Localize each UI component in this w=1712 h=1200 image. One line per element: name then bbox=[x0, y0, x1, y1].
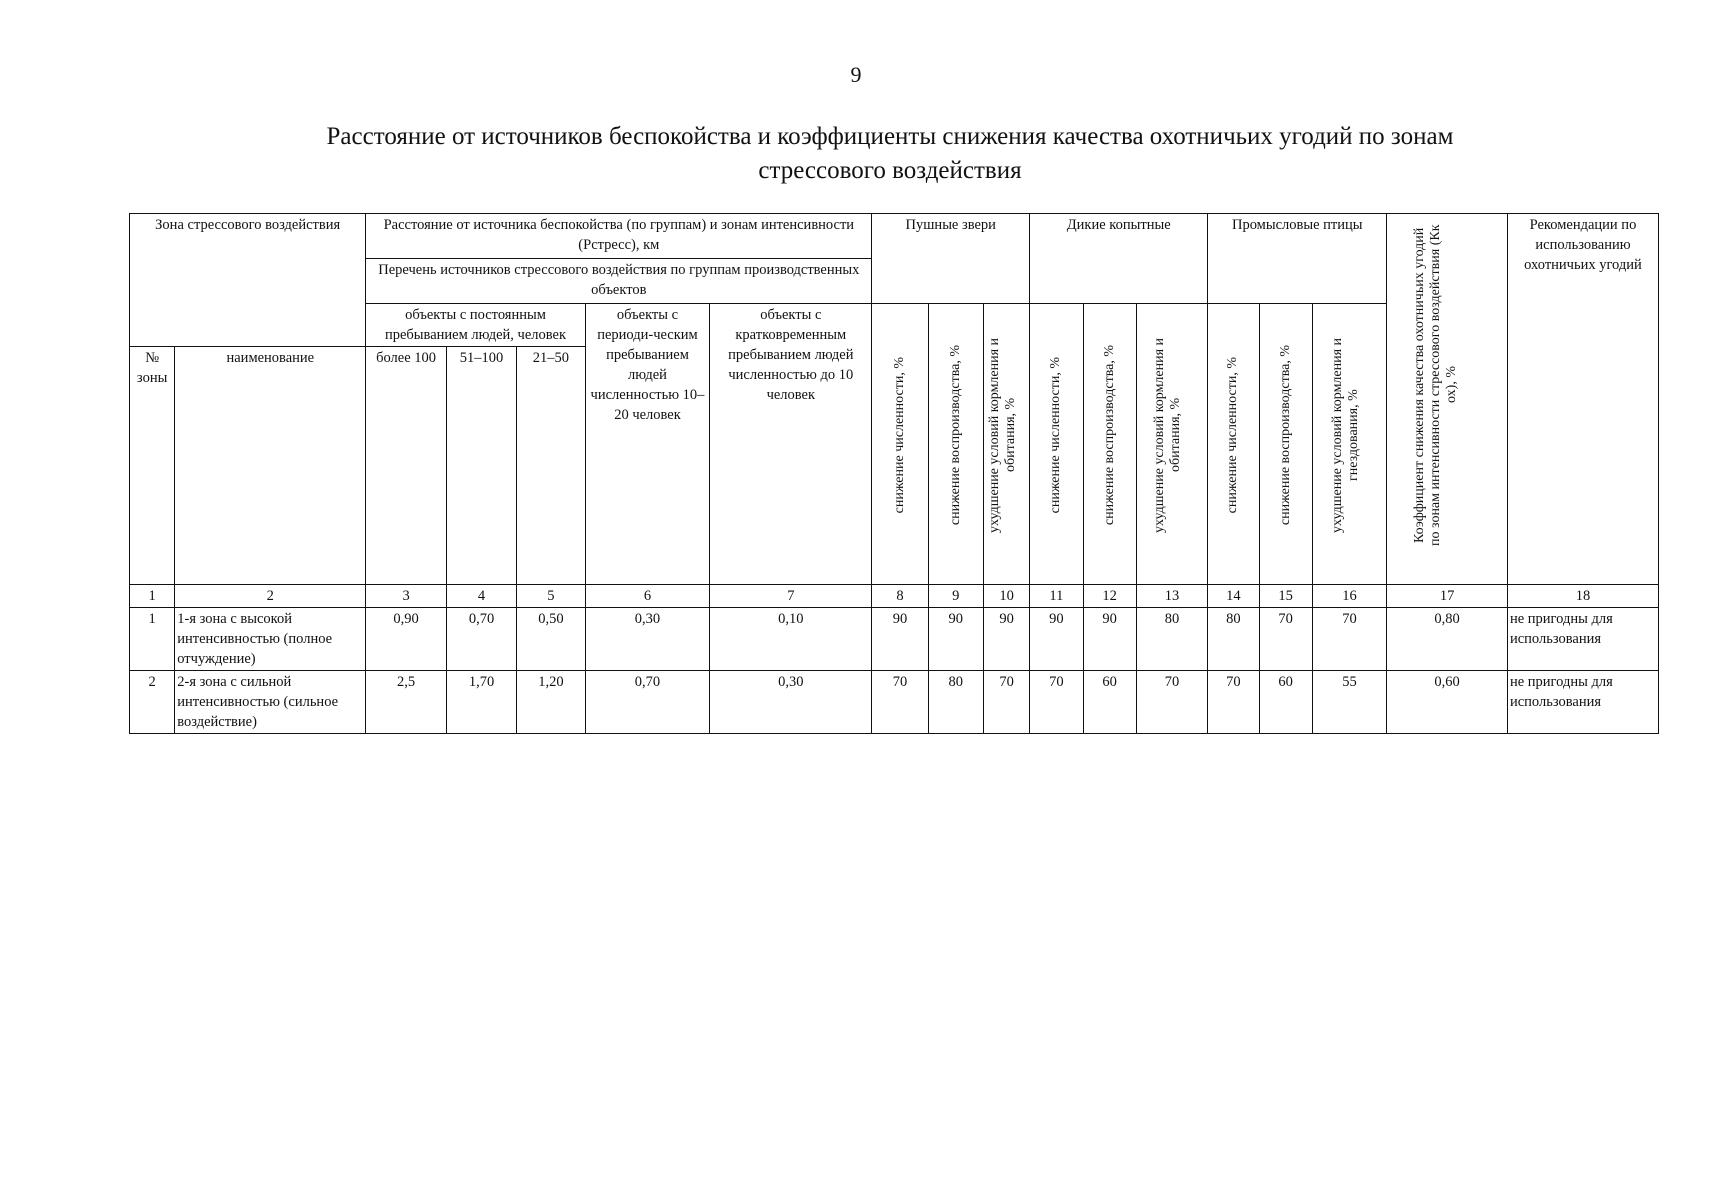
header-sources: Перечень источников стрессового воздействия по группам производственных объектов bbox=[366, 259, 872, 304]
cell-value: 1,70 bbox=[446, 671, 516, 734]
table-row bbox=[130, 671, 1659, 734]
header-ungulates: Дикие копытные bbox=[1030, 214, 1208, 304]
header-zone-name: наименование bbox=[175, 347, 366, 585]
header-coef: Коэффициент снижения качества охотничьих угодий по зонам интенсивности стрессового воздействия (Кк ох), % bbox=[1387, 214, 1508, 585]
cell-value: 0,30 bbox=[710, 671, 872, 734]
cell-value: 70 bbox=[1208, 671, 1259, 734]
header-fur-repro: снижение воспроизводства, % bbox=[928, 304, 983, 585]
header-birds: Промысловые птицы bbox=[1208, 214, 1387, 304]
page-number: 9 bbox=[850, 62, 862, 87]
col-number: 11 bbox=[1030, 585, 1083, 608]
header-birds-nest: ухудшение условий кормления и гнездования, % bbox=[1312, 304, 1386, 585]
header-row-1 bbox=[130, 214, 1659, 259]
col-number: 12 bbox=[1083, 585, 1136, 608]
header-ung-feed: ухудшение условий кормления и обитания, % bbox=[1136, 304, 1207, 585]
header-periodic: объекты с периоди-ческим пребыванием людей численностью 10–20 человек bbox=[585, 304, 710, 585]
col-number: 14 bbox=[1208, 585, 1259, 608]
col-number: 10 bbox=[983, 585, 1029, 608]
col-number: 4 bbox=[446, 585, 516, 608]
header-fur-num: снижение численности, % bbox=[872, 304, 928, 585]
cell-value: 80 bbox=[1136, 608, 1207, 671]
cell-value: 0,60 bbox=[1387, 671, 1508, 734]
header-ung-num: снижение численности, % bbox=[1030, 304, 1083, 585]
header-21-50: 21–50 bbox=[517, 347, 585, 585]
header-distance: Расстояние от источника беспокойства (по группам) и зонам интенсивности (Рстресс), км bbox=[366, 214, 872, 259]
cell-value: 1,20 bbox=[517, 671, 585, 734]
page-title bbox=[200, 120, 1580, 188]
col-number: 13 bbox=[1136, 585, 1207, 608]
recommendation: не пригодны для использования bbox=[1507, 608, 1658, 671]
col-number: 16 bbox=[1312, 585, 1386, 608]
cell-value: 0,80 bbox=[1387, 608, 1508, 671]
col-number: 5 bbox=[517, 585, 585, 608]
header-more100: более 100 bbox=[366, 347, 446, 585]
cell-value: 0,70 bbox=[446, 608, 516, 671]
cell-value: 0,10 bbox=[710, 608, 872, 671]
header-zone-group: Зона стрессового воздействия bbox=[130, 214, 366, 347]
header-fur-feed: ухудшение условий кормления и обитания, % bbox=[983, 304, 1029, 585]
header-birds-repro: снижение воспроизводства, % bbox=[1259, 304, 1312, 585]
col-number: 2 bbox=[175, 585, 366, 608]
cell-value: 70 bbox=[1259, 608, 1312, 671]
col-number: 1 bbox=[130, 585, 175, 608]
header-permanent: объекты с постоянным пребыванием людей, человек bbox=[366, 304, 585, 347]
cell-value: 90 bbox=[928, 608, 983, 671]
header-51-100: 51–100 bbox=[446, 347, 516, 585]
cell-value: 70 bbox=[983, 671, 1029, 734]
cell-value: 70 bbox=[872, 671, 928, 734]
cell-value: 70 bbox=[1312, 608, 1386, 671]
col-number: 8 bbox=[872, 585, 928, 608]
title-line-1: Расстояние от источников беспокойства и коэффициенты снижения качества охотничьих угодий по зонам bbox=[326, 123, 1454, 150]
column-numbers-row bbox=[130, 585, 1659, 608]
header-zone-no: № зоны bbox=[130, 347, 175, 585]
table-row bbox=[130, 608, 1659, 671]
header-fur: Пушные звери bbox=[872, 214, 1030, 304]
cell-value: 60 bbox=[1259, 671, 1312, 734]
cell-value: 90 bbox=[872, 608, 928, 671]
zone-name: 1-я зона с высокой интенсивностью (полное отчуждение) bbox=[175, 608, 366, 671]
cell-value: 55 bbox=[1312, 671, 1386, 734]
title-line-2: стрессового воздействия bbox=[758, 157, 1022, 184]
cell-value: 0,70 bbox=[585, 671, 710, 734]
header-short: объекты с кратковременным пребыванием людей численностью до 10 человек bbox=[710, 304, 872, 585]
recommendation: не пригодны для использования bbox=[1507, 671, 1658, 734]
header-birds-num: снижение численности, % bbox=[1208, 304, 1259, 585]
cell-value: 0,50 bbox=[517, 608, 585, 671]
col-number: 17 bbox=[1387, 585, 1508, 608]
cell-value: 0,90 bbox=[366, 608, 446, 671]
cell-value: 70 bbox=[1136, 671, 1207, 734]
zone-name: 2-я зона с сильной интенсивностью (сильное воздействие) bbox=[175, 671, 366, 734]
cell-value: 70 bbox=[1030, 671, 1083, 734]
cell-value: 0,30 bbox=[585, 608, 710, 671]
col-number: 9 bbox=[928, 585, 983, 608]
cell-value: 2,5 bbox=[366, 671, 446, 734]
cell-value: 80 bbox=[1208, 608, 1259, 671]
zone-no: 1 bbox=[130, 608, 175, 671]
cell-value: 90 bbox=[1083, 608, 1136, 671]
cell-value: 90 bbox=[983, 608, 1029, 671]
zone-no: 2 bbox=[130, 671, 175, 734]
cell-value: 60 bbox=[1083, 671, 1136, 734]
header-recommend: Рекомендации по использованию охотничьих угодий bbox=[1507, 214, 1658, 585]
col-number: 3 bbox=[366, 585, 446, 608]
col-number: 7 bbox=[710, 585, 872, 608]
cell-value: 90 bbox=[1030, 608, 1083, 671]
col-number: 6 bbox=[585, 585, 710, 608]
col-number: 15 bbox=[1259, 585, 1312, 608]
stress-zones-table bbox=[129, 213, 1659, 734]
col-number: 18 bbox=[1507, 585, 1658, 608]
header-ung-repro: снижение воспроизводства, % bbox=[1083, 304, 1136, 585]
cell-value: 80 bbox=[928, 671, 983, 734]
